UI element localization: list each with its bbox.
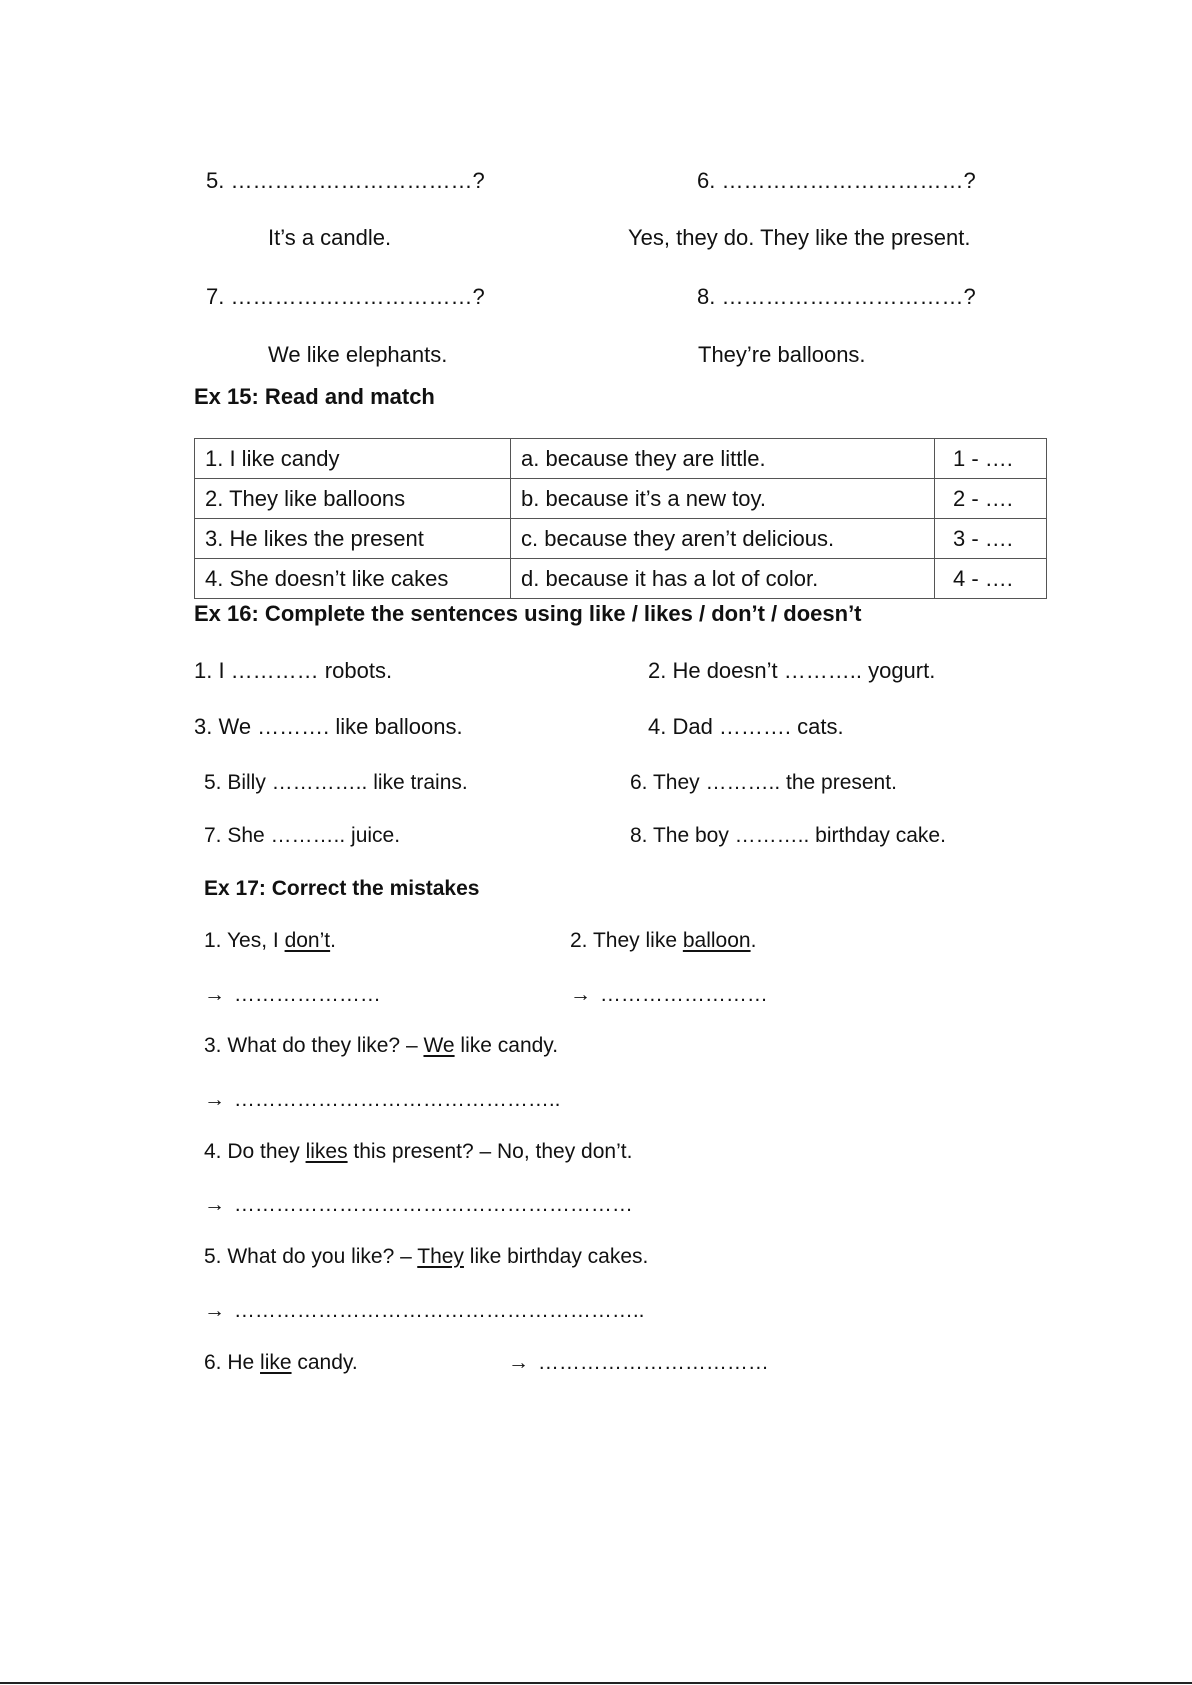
page-bottom-rule: [0, 1682, 1192, 1684]
ex16-item-1: 1. I ………… robots.: [194, 658, 393, 683]
match-right: d. because it has a lot of color.: [511, 559, 935, 599]
answer-blank[interactable]: ……………………: [599, 983, 768, 1006]
ex16-item-8: 8. The boy ……….. birthday cake.: [630, 824, 946, 847]
match-left: 1. I like candy: [195, 439, 511, 479]
sentence-text: .: [750, 929, 757, 952]
mistake-word: They: [417, 1245, 464, 1268]
sentence-text: 6. He: [204, 1351, 261, 1374]
ex17-answer-2[interactable]: [570, 983, 768, 1007]
sentence-text: 1. Yes, I: [204, 929, 285, 952]
ex17-item-4: [204, 1140, 632, 1164]
match-key[interactable]: 2 - ….: [935, 479, 1047, 519]
match-table: [194, 438, 1047, 599]
match-right: b. because it’s a new toy.: [511, 479, 935, 519]
match-row: [195, 519, 1047, 559]
ex17-item-5: [204, 1245, 648, 1269]
mistake-word: like: [260, 1351, 292, 1374]
mistake-word: likes: [305, 1140, 348, 1163]
arrow-right-icon: →: [204, 983, 225, 1006]
question-6: 6. ……………………………?: [697, 168, 976, 193]
ex17-answer-6[interactable]: [508, 1351, 769, 1375]
ex17-answer-5[interactable]: [204, 1299, 645, 1323]
question-8: 8. ……………………………?: [697, 284, 976, 309]
match-row: [195, 479, 1047, 519]
answer-6: Yes, they do. They like the present.: [628, 225, 971, 250]
ex16-item-3: 3. We ………. like balloons.: [194, 714, 463, 739]
sentence-text: 2. They like: [570, 929, 683, 952]
match-key[interactable]: 1 - ….: [935, 439, 1047, 479]
answer-7: We like elephants.: [268, 342, 448, 367]
arrow-right-icon: →: [508, 1351, 529, 1374]
mistake-word: We: [423, 1034, 455, 1057]
answer-blank[interactable]: …………………………………………………..: [233, 1299, 645, 1322]
sentence-text: like birthday cakes.: [463, 1245, 649, 1268]
answer-blank[interactable]: …………………: [233, 983, 381, 1006]
arrow-right-icon: →: [204, 1193, 225, 1216]
answer-5: It’s a candle.: [268, 225, 392, 250]
match-left: 3. He likes the present: [195, 519, 511, 559]
ex16-title: Ex 16: Complete the sentences using like / likes / don’t / doesn’t: [194, 601, 862, 626]
sentence-text: this present? – No, they don’t.: [347, 1140, 633, 1163]
ex17-answer-4[interactable]: [204, 1193, 633, 1217]
question-5: 5. ……………………………?: [206, 168, 485, 193]
sentence-text: 3. What do they like? –: [204, 1034, 424, 1057]
sentence-text: 4. Do they: [204, 1140, 306, 1163]
mistake-word: don’t: [284, 929, 331, 952]
ex16-item-4: 4. Dad ………. cats.: [648, 714, 844, 739]
ex16-item-6: 6. They ……….. the present.: [630, 771, 897, 794]
match-right: c. because they aren’t delicious.: [511, 519, 935, 559]
arrow-right-icon: →: [204, 1088, 225, 1111]
answer-blank[interactable]: ……………………………: [537, 1351, 769, 1374]
sentence-text: like candy.: [454, 1034, 559, 1057]
ex17-answer-3[interactable]: [204, 1088, 561, 1112]
ex17-item-6: [204, 1351, 358, 1375]
question-7: 7. ……………………………?: [206, 284, 485, 309]
ex17-item-2: [570, 929, 756, 953]
ex17-title: Ex 17: Correct the mistakes: [204, 877, 480, 900]
ex17-item-3: [204, 1034, 558, 1058]
ex17-answer-1[interactable]: [204, 983, 381, 1007]
ex16-item-5: 5. Billy ………….. like trains.: [204, 771, 468, 794]
sentence-text: .: [330, 929, 336, 952]
match-row: [195, 559, 1047, 599]
mistake-word: balloon: [682, 929, 751, 952]
answer-8: They’re balloons.: [698, 342, 866, 367]
ex16-item-7: 7. She ……….. juice.: [204, 824, 401, 847]
arrow-right-icon: →: [204, 1299, 225, 1322]
answer-blank[interactable]: …………………………………………………: [233, 1193, 633, 1216]
ex15-title: Ex 15: Read and match: [194, 384, 435, 409]
match-left: 2. They like balloons: [195, 479, 511, 519]
match-left: 4. She doesn’t like cakes: [195, 559, 511, 599]
match-row: [195, 439, 1047, 479]
match-key[interactable]: 3 - ….: [935, 519, 1047, 559]
answer-blank[interactable]: ………………………………………..: [233, 1088, 561, 1111]
ex16-item-2: 2. He doesn’t ……….. yogurt.: [648, 658, 936, 683]
ex17-item-1: [204, 929, 336, 953]
arrow-right-icon: →: [570, 983, 591, 1006]
sentence-text: 5. What do you like? –: [204, 1245, 418, 1268]
match-right: a. because they are little.: [511, 439, 935, 479]
match-key[interactable]: 4 - ….: [935, 559, 1047, 599]
sentence-text: candy.: [291, 1351, 358, 1374]
